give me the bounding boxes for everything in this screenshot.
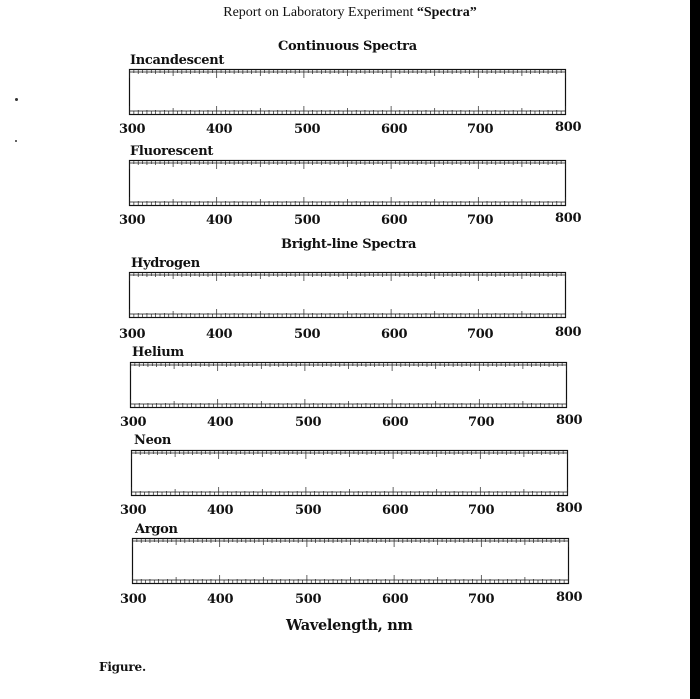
spectrum-box-fluorescent bbox=[129, 160, 566, 206]
tick-label-800: 800 bbox=[556, 413, 583, 428]
spectrum-frame bbox=[131, 363, 567, 408]
page-header: Report on Laboratory Experiment “Spectra” bbox=[223, 5, 477, 20]
tick-label-300: 300 bbox=[120, 503, 147, 518]
tick-label-300: 300 bbox=[119, 213, 146, 228]
spectrum-frame bbox=[130, 161, 566, 206]
panel-label-helium: Helium bbox=[132, 345, 184, 360]
tick-label-700: 700 bbox=[467, 213, 494, 228]
spectrum-frame bbox=[130, 273, 566, 318]
tick-label-400: 400 bbox=[207, 503, 234, 518]
spectrum-ruler bbox=[132, 538, 569, 584]
tick-label-700: 700 bbox=[468, 503, 495, 518]
spectrum-ruler bbox=[129, 160, 566, 206]
spectrum-ruler bbox=[131, 450, 568, 496]
tick-label-700: 700 bbox=[467, 122, 494, 137]
tick-label-400: 400 bbox=[207, 415, 234, 430]
panel-label-incandescent: Incandescent bbox=[130, 53, 225, 68]
tick-label-400: 400 bbox=[206, 122, 233, 137]
tick-label-600: 600 bbox=[381, 327, 408, 342]
tick-label-600: 600 bbox=[381, 213, 408, 228]
tick-label-500: 500 bbox=[294, 122, 321, 137]
section-heading-bright-line: Bright-line Spectra bbox=[281, 237, 417, 252]
spectrum-ruler bbox=[129, 272, 566, 318]
spectrum-frame bbox=[132, 451, 568, 496]
tick-label-400: 400 bbox=[207, 592, 234, 607]
tick-label-600: 600 bbox=[382, 592, 409, 607]
tick-label-600: 600 bbox=[382, 503, 409, 518]
spectrum-box-neon bbox=[131, 450, 568, 496]
tick-label-600: 600 bbox=[381, 122, 408, 137]
tick-label-700: 700 bbox=[468, 592, 495, 607]
tick-label-700: 700 bbox=[467, 327, 494, 342]
spectrum-frame bbox=[133, 539, 569, 584]
spectrum-ruler bbox=[129, 69, 566, 115]
tick-label-800: 800 bbox=[555, 325, 582, 340]
spectrum-ruler bbox=[130, 362, 567, 408]
tick-label-800: 800 bbox=[555, 211, 582, 226]
tick-label-300: 300 bbox=[120, 415, 147, 430]
margin-mark bbox=[15, 98, 18, 101]
tick-label-800: 800 bbox=[555, 120, 582, 135]
tick-label-300: 300 bbox=[119, 327, 146, 342]
tick-label-800: 800 bbox=[556, 501, 583, 516]
tick-label-300: 300 bbox=[120, 592, 147, 607]
tick-label-500: 500 bbox=[294, 213, 321, 228]
spectrum-box-helium bbox=[130, 362, 567, 408]
tick-label-700: 700 bbox=[468, 415, 495, 430]
spectrum-frame bbox=[130, 70, 566, 115]
tick-label-500: 500 bbox=[294, 327, 321, 342]
figure-caption: Figure. bbox=[99, 660, 146, 674]
tick-label-400: 400 bbox=[206, 213, 233, 228]
tick-label-300: 300 bbox=[119, 122, 146, 137]
axis-label-wavelength: Wavelength, nm bbox=[286, 617, 413, 634]
panel-label-hydrogen: Hydrogen bbox=[131, 256, 200, 271]
tick-label-500: 500 bbox=[295, 415, 322, 430]
spectrum-box-incandescent bbox=[129, 69, 566, 115]
tick-label-500: 500 bbox=[295, 503, 322, 518]
spectrum-box-argon bbox=[132, 538, 569, 584]
panel-label-fluorescent: Fluorescent bbox=[130, 144, 214, 159]
tick-label-800: 800 bbox=[556, 590, 583, 605]
tick-label-600: 600 bbox=[382, 415, 409, 430]
section-heading-continuous: Continuous Spectra bbox=[278, 39, 417, 54]
tick-label-400: 400 bbox=[206, 327, 233, 342]
page-edge bbox=[690, 0, 700, 699]
panel-label-argon: Argon bbox=[135, 522, 178, 537]
panel-label-neon: Neon bbox=[134, 433, 172, 448]
tick-label-500: 500 bbox=[295, 592, 322, 607]
margin-mark bbox=[15, 140, 17, 142]
spectrum-box-hydrogen bbox=[129, 272, 566, 318]
